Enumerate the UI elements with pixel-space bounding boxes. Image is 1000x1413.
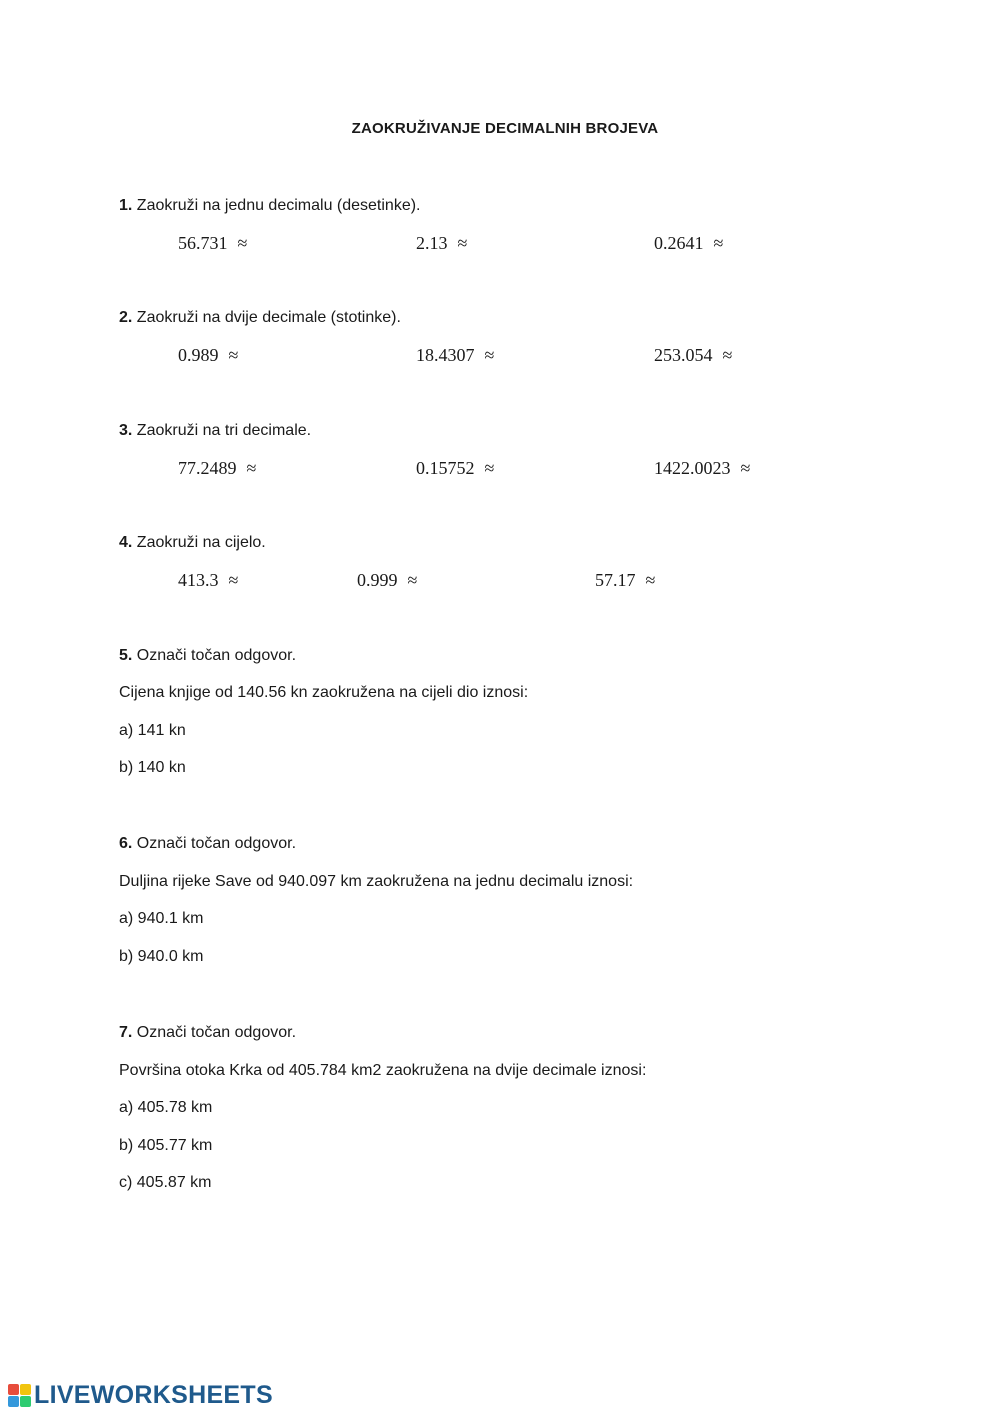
expression-1-c[interactable] xyxy=(654,233,723,253)
answer-option-5-b[interactable]: b) 140 kn xyxy=(119,759,186,776)
expression-1-b[interactable] xyxy=(416,233,467,253)
answer-option-5-a[interactable]: a) 141 kn xyxy=(119,722,186,739)
answer-option-7-b[interactable]: b) 405.77 km xyxy=(119,1137,213,1154)
question-text: Zaokruži na cijelo. xyxy=(136,534,266,551)
liveworksheets-logo-icon xyxy=(8,1384,31,1407)
question-text: Zaokruži na dvije decimale (stotinke). xyxy=(136,309,401,326)
answer-option-7-a[interactable]: a) 405.78 km xyxy=(119,1099,213,1116)
question-5-prompt: Cijena knjige od 140.56 kn zaokružena na cijeli dio iznosi: xyxy=(119,684,529,701)
page-title: ZAOKRUŽIVANJE DECIMALNIH BROJEVA xyxy=(351,120,659,137)
number-value: 413.3 xyxy=(178,570,219,590)
approx-symbol: ≈ xyxy=(740,458,751,478)
question-4-label xyxy=(119,533,266,553)
number-value: 56.731 xyxy=(178,233,228,253)
question-text: Zaokruži na jednu decimalu (desetinke). xyxy=(136,197,421,214)
question-6-label xyxy=(119,834,296,854)
number-value: 77.2489 xyxy=(178,458,237,478)
approx-symbol: ≈ xyxy=(645,570,656,590)
question-3-label xyxy=(119,421,311,441)
number-value: 57.17 xyxy=(595,570,636,590)
number-value: 18.4307 xyxy=(416,345,475,365)
question-6-prompt: Duljina rijeke Save od 940.097 km zaokružena na jednu decimalu iznosi: xyxy=(119,873,634,890)
number-value: 253.054 xyxy=(654,345,713,365)
question-text: Označi točan odgovor. xyxy=(136,835,297,852)
question-text: Zaokruži na tri decimale. xyxy=(136,422,312,439)
approx-symbol: ≈ xyxy=(246,458,257,478)
answer-option-6-a[interactable]: a) 940.1 km xyxy=(119,910,204,927)
question-number: 1. xyxy=(119,197,133,214)
expression-3-a[interactable] xyxy=(178,458,256,478)
approx-symbol: ≈ xyxy=(228,570,239,590)
logo-square-blue xyxy=(8,1396,19,1407)
question-1-label xyxy=(119,196,421,216)
logo-square-red xyxy=(8,1384,19,1395)
number-value: 1422.0023 xyxy=(654,458,731,478)
question-number: 3. xyxy=(119,422,133,439)
question-number: 5. xyxy=(119,647,133,664)
number-value: 0.2641 xyxy=(654,233,704,253)
approx-symbol: ≈ xyxy=(407,570,418,590)
approx-symbol: ≈ xyxy=(722,345,733,365)
approx-symbol: ≈ xyxy=(484,458,495,478)
brand-name: LIVEWORKSHEETS xyxy=(34,1380,273,1409)
expression-4-a[interactable] xyxy=(178,570,238,590)
number-value: 0.999 xyxy=(357,570,398,590)
approx-symbol: ≈ xyxy=(457,233,468,253)
question-number: 7. xyxy=(119,1024,133,1041)
question-number: 2. xyxy=(119,309,133,326)
footer-brand xyxy=(8,1382,273,1408)
logo-square-green xyxy=(20,1396,31,1407)
logo-square-yellow xyxy=(20,1384,31,1395)
expression-2-b[interactable] xyxy=(416,345,494,365)
answer-option-7-c[interactable]: c) 405.87 km xyxy=(119,1174,212,1191)
number-value: 2.13 xyxy=(416,233,448,253)
expression-4-c[interactable] xyxy=(595,570,655,590)
expression-3-b[interactable] xyxy=(416,458,494,478)
question-number: 6. xyxy=(119,835,133,852)
approx-symbol: ≈ xyxy=(484,345,495,365)
approx-symbol: ≈ xyxy=(237,233,248,253)
question-5-label xyxy=(119,646,296,666)
approx-symbol: ≈ xyxy=(228,345,239,365)
question-7-label xyxy=(119,1023,296,1043)
number-value: 0.989 xyxy=(178,345,219,365)
expression-3-c[interactable] xyxy=(654,458,750,478)
expression-1-a[interactable] xyxy=(178,233,247,253)
question-text: Označi točan odgovor. xyxy=(136,647,297,664)
number-value: 0.15752 xyxy=(416,458,475,478)
question-2-label xyxy=(119,308,401,328)
expression-4-b[interactable] xyxy=(357,570,417,590)
question-7-prompt: Površina otoka Krka od 405.784 km2 zaokružena na dvije decimale iznosi: xyxy=(119,1062,647,1079)
answer-option-6-b[interactable]: b) 940.0 km xyxy=(119,948,204,965)
question-text: Označi točan odgovor. xyxy=(136,1024,297,1041)
expression-2-c[interactable] xyxy=(654,345,732,365)
approx-symbol: ≈ xyxy=(713,233,724,253)
question-number: 4. xyxy=(119,534,133,551)
expression-2-a[interactable] xyxy=(178,345,238,365)
